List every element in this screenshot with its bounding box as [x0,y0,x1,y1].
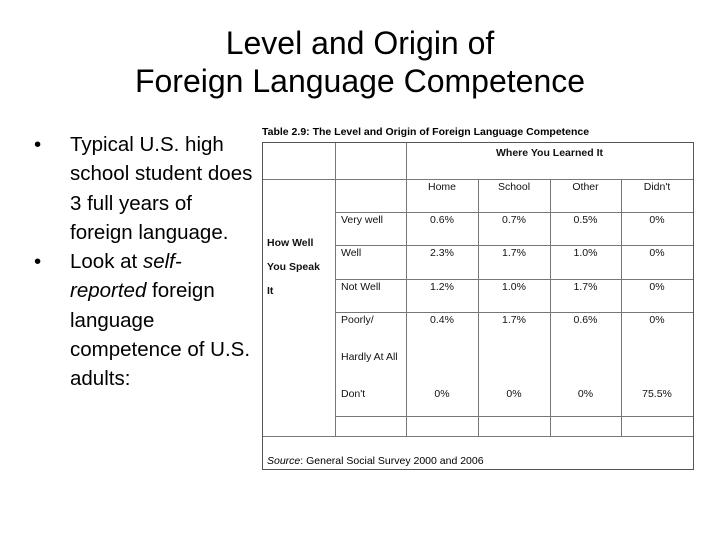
row-header-line-1: How Well [267,237,314,249]
cell-poorly-didnt: 0% [649,314,665,326]
col-header-didnt: Didn't [643,181,671,193]
bullet-item-2 [28,247,258,393]
table-source [267,455,484,467]
col-header-school: School [497,181,531,193]
rule-row-5 [335,416,693,417]
rule-col-1 [335,143,336,436]
bullet-list [28,130,258,394]
rule-row-4 [335,312,693,313]
cell-well-other: 1.0% [573,247,598,259]
cell-very-well-home: 0.6% [430,214,454,226]
competence-table [262,124,694,470]
source-text: : General Social Survey 2000 and 2006 [300,455,484,467]
bullet-icon: • [34,250,42,274]
rule-table-bottom [263,436,693,437]
slide-title-line-1: Level and Origin of [225,25,495,61]
group-header: Where You Learned It [496,147,603,159]
cell-dont-other: 0% [577,388,594,400]
cell-poorly-school: 1.7% [502,314,526,326]
cell-dont-home: 0% [434,388,450,400]
table-frame [262,142,694,470]
cell-well-home: 2.3% [430,247,454,259]
cell-dont-school: 0% [506,388,522,400]
rule-row-1 [335,212,693,213]
row-label-poorly: Poorly/ [341,314,374,326]
row-label-not-well: Not Well [341,281,381,293]
cell-poorly-home: 0.4% [430,314,454,326]
row-header-line-2: You Speak [267,261,320,273]
row-label-dont: Don't [341,388,366,400]
slide-title-line-2: Foreign Language Competence [134,63,586,99]
cell-not-well-didnt: 0% [649,281,665,293]
slide-title [0,24,720,100]
bullet-icon: • [34,133,42,156]
cell-not-well-other: 1.7% [573,281,598,293]
row-label-hardly-at-all: Hardly At All [341,351,398,363]
rule-row-2 [335,245,693,246]
row-header-line-3: It [267,285,274,297]
col-header-other: Other [572,181,599,193]
cell-not-well-school: 1.0% [502,281,526,293]
row-label-well: Well [341,247,362,259]
bullet-text-2-italic: self-reported [70,250,182,303]
cell-well-school: 1.7% [502,247,526,259]
table-caption: Table 2.9: The Level and Origin of Foreign Language Competence [262,126,590,138]
cell-well-didnt: 0% [649,247,665,259]
row-label-very-well: Very well [341,214,384,226]
bullet-text-1: Typical U.S. high school student does 3 full years of foreign language. [70,133,253,244]
cell-poorly-other: 0.6% [573,314,598,326]
col-header-home: Home [427,181,456,193]
rule-row-3 [335,279,693,280]
cell-very-well-didnt: 0% [649,214,665,226]
source-label: Source [267,455,301,467]
cell-dont-didnt: 75.5% [642,388,672,400]
cell-very-well-school: 0.7% [502,214,526,226]
cell-very-well-other: 0.5% [573,214,598,226]
bullet-text-2-prefix: Look at [70,250,143,274]
cell-not-well-home: 1.2% [430,281,454,293]
bullet-item-1 [28,130,258,247]
bullet-text-2-suffix: foreign language competence of U.S. adults: [70,279,251,391]
